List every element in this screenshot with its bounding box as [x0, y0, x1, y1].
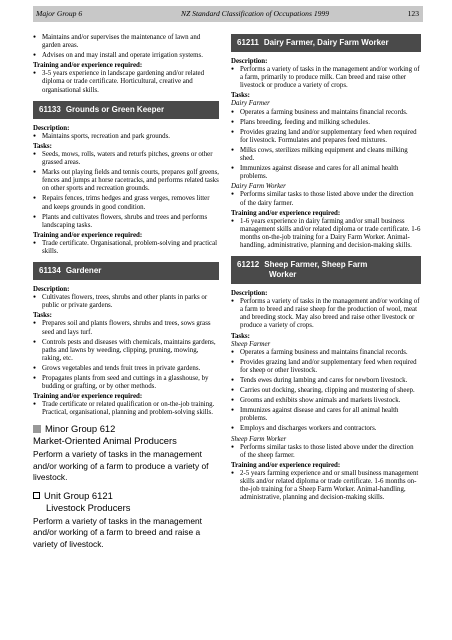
- intro-bullet-list: [33, 34, 219, 60]
- list-item: ● Carries out docking, shearing, clipping and mustering of sheep.: [231, 387, 421, 395]
- description-list: [231, 66, 421, 90]
- tasks-list: [33, 151, 219, 230]
- role-subheading: Dairy Farm Worker: [231, 183, 286, 191]
- list-item: ● Immunizes against disease and cares for all animal health problems.: [231, 407, 421, 423]
- training-list: [231, 470, 421, 502]
- list-item: ● Grows vegetables and tends fruit trees in private gardens.: [33, 365, 219, 373]
- tasks-list: [231, 109, 421, 182]
- list-item: ● Provides grazing land and/or supplementary feed when required for sheep or other livestock.: [231, 359, 421, 375]
- list-item: ● Performs a variety of tasks in the management and/or working of a farm to breed and raise sheep for the production of wool, meat and breeding stock. May also breed and raise other livestock or produce a variety of crops.: [231, 298, 421, 330]
- filled-square-icon: [33, 425, 41, 433]
- description-label: Description:: [231, 58, 268, 65]
- unit-group-heading: [33, 490, 219, 514]
- section-header-61133: [33, 101, 219, 119]
- description-list: [33, 133, 219, 141]
- list-item: ● Propagates plants from seed and cuttings in a glasshouse, by budding or grafting, or by other methods.: [33, 375, 219, 391]
- unit-group-title: Livestock Producers: [46, 501, 131, 513]
- training-label: Training and/or experience required:: [33, 62, 143, 70]
- list-item: ● Plans breeding, feeding and milking schedules.: [231, 119, 421, 127]
- list-item: ● 3-5 years experience in landscape gardening and/or related diploma or trade certificate. Horticultural, creative and organisational skills.: [33, 70, 219, 94]
- description-list: [231, 298, 421, 330]
- tasks-label: Tasks:: [231, 92, 250, 100]
- list-item: ● Maintains and/or supervises the maintenance of lawn and garden areas.: [33, 34, 219, 50]
- list-item: ● 2-5 years farming experience and or small business management skills and/or related diploma or trade certificate. 1-6 months on-the-job training for a Sheep Farm Worker. Animal-handling, administrative, planning and decision-making skills.: [231, 470, 421, 502]
- tasks-list: [231, 349, 421, 434]
- section-header-61211: [231, 34, 421, 52]
- list-item: ● Advises on and may install and operate irrigation systems.: [33, 52, 219, 60]
- list-item: ● Controls pests and diseases with chemicals, maintains gardens, paths and lawns by weeding, clipping, pruning, mowing, raking, etc.: [33, 339, 219, 363]
- section-title-continued: Worker: [269, 270, 297, 280]
- training-list: [33, 240, 219, 256]
- list-item: ● Provides grazing land and/or supplementary feed when required for livestock. Formulates and prepares feed mixtures.: [231, 129, 421, 145]
- tasks-list: [231, 444, 421, 460]
- minor-group-description: Perform a variety of tasks in the management and/or working of a farm to produce a variety of livestock.: [33, 449, 209, 483]
- minor-group-heading: [33, 423, 219, 447]
- list-item: ● Repairs fences, trims hedges and grass verges, removes litter and keeps grounds in good condition.: [33, 195, 219, 211]
- description-list: [33, 294, 219, 310]
- section-code: 61134: [39, 266, 61, 276]
- list-item: ● Performs similar tasks to those listed above under the direction of the dairy farmer.: [231, 191, 421, 207]
- right-column: [231, 34, 421, 504]
- list-item: ● Marks out playing fields and tennis courts, prepares golf greens, fences and jumps at horse racetracks, and performs related tasks on other sports and recreation grounds.: [33, 169, 219, 193]
- list-item: ● Seeds, mows, rolls, waters and returfs pitches, greens or other grassed areas.: [33, 151, 219, 167]
- tasks-list: [231, 191, 421, 207]
- section-title: Dairy Farmer, Dairy Farm Worker: [263, 38, 389, 47]
- section-header-61134: [33, 262, 219, 280]
- list-item: ● Cultivates flowers, trees, shrubs and other plants in parks or public or private gardens.: [33, 294, 219, 310]
- list-item: ● Employs and discharges workers and contractors.: [231, 425, 421, 433]
- tasks-list: [33, 320, 219, 391]
- tasks-label: Tasks:: [231, 332, 250, 340]
- training-list: [33, 401, 219, 417]
- unit-group-description: Perform a variety of tasks in the management and/or working of a farm to breed and raise a variety of livestock.: [33, 515, 202, 549]
- role-subheading: Sheep Farmer: [231, 340, 271, 348]
- list-item: ● Trade certificate. Organisational, problem-solving and practical skills.: [33, 240, 219, 256]
- header-major-group: Major Group 6: [36, 9, 83, 18]
- empty-square-icon: [33, 492, 40, 499]
- section-title: Sheep Farmer, Sheep Farm: [264, 260, 368, 270]
- description-label: Description:: [33, 286, 70, 294]
- intro-training-list: [33, 70, 219, 94]
- section-header-61212: [231, 256, 421, 284]
- list-item: ● Trade certificate or related qualification or on-the-job training. Practical, organisational, planning and problem-solving skills.: [33, 401, 219, 417]
- training-label: Training and/or experience required:: [33, 231, 143, 239]
- list-item: ● Grooms and exhibits show animals and markets livestock.: [231, 397, 421, 405]
- description-label: Description:: [33, 124, 70, 132]
- section-title: Gardener: [65, 266, 102, 276]
- list-item: ● Operates a farming business and maintains financial records.: [231, 109, 421, 117]
- unit-group-code: Unit Group 6121: [44, 489, 113, 501]
- list-item: ● Operates a farming business and maintains financial records.: [231, 349, 421, 357]
- tasks-label: Tasks:: [33, 312, 52, 320]
- list-item: ● Performs similar tasks to those listed above under the direction of the sheep farmer.: [231, 444, 421, 460]
- header-title: NZ Standard Classification of Occupations 1999: [181, 9, 330, 18]
- training-label: Training and/or experience required:: [231, 209, 341, 217]
- role-subheading: Sheep Farm Worker: [231, 435, 287, 443]
- training-label: Training and/or experience required:: [231, 461, 341, 469]
- list-item: ● Immunizes against disease and cares for all animal health problems.: [231, 165, 421, 181]
- list-item: ● Prepares soil and plants flowers, shrubs and trees, sows grass seed and lays turf.: [33, 320, 219, 336]
- list-item: ● Milks cows, sterilizes milking equipment and cleans milking shed.: [231, 147, 421, 163]
- training-list: [231, 218, 421, 250]
- section-code: 61133: [39, 104, 61, 114]
- role-subheading: Dairy Farmer: [231, 100, 270, 108]
- minor-group-code: Minor Group 612: [45, 423, 116, 435]
- left-column: [33, 34, 219, 554]
- training-label: Training and/or experience required:: [33, 393, 143, 401]
- section-code: 61212: [237, 260, 260, 270]
- page-number: 123: [407, 9, 419, 18]
- list-item: ● Maintains sports, recreation and park grounds.: [33, 133, 219, 141]
- page-header: [33, 6, 423, 22]
- section-code: 61211: [237, 38, 259, 47]
- description-label: Description:: [231, 290, 268, 298]
- list-item: ● Performs a variety of tasks in the management and/or working of a farm, primarily to produce milk. Can breed and raise other livestock or produce a variety of crops.: [231, 66, 421, 90]
- list-item: ● Tends ewes during lambing and cares for newborn livestock.: [231, 377, 421, 385]
- minor-group-title: Market-Oriented Animal Producers: [33, 435, 177, 447]
- section-title: Grounds or Green Keeper: [65, 104, 165, 114]
- list-item: ● 1-6 years experience in dairy farming and/or small business management skills and/or related diploma or trade certificate. 1-6 months on-the-job training for a Dairy Farm Worker. Animal-handling, administrative, planning and decision-making skills.: [231, 218, 421, 250]
- list-item: ● Plants and cultivates flowers, shrubs and trees and performs landscaping tasks.: [33, 214, 219, 230]
- tasks-label: Tasks:: [33, 142, 52, 150]
